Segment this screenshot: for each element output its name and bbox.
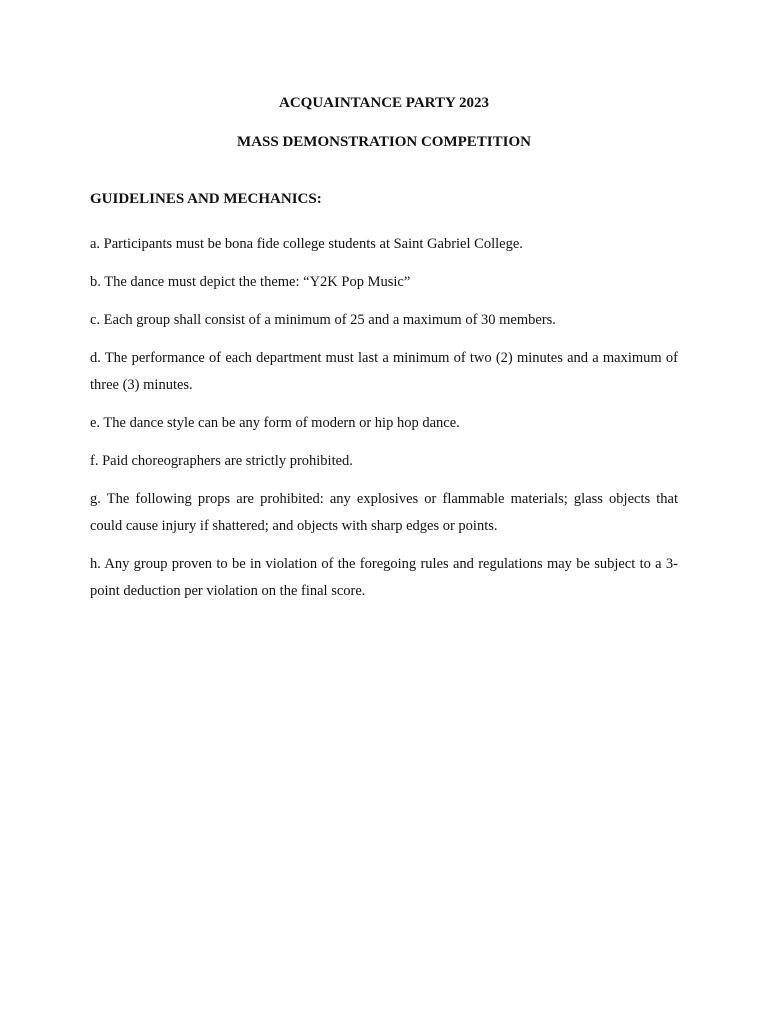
guideline-item-a: a. Participants must be bona fide college students at Saint Gabriel College. <box>90 236 523 252</box>
guideline-item-f: f. Paid choreographers are strictly prohibited. <box>90 453 353 469</box>
guidelines-list <box>90 231 678 616</box>
guideline-item-g: g. The following props are prohibited: any explosives or flammable materials; glass objects that could cause injury if shattered; and objects with sharp edges or points. <box>90 491 678 534</box>
section-heading: GUIDELINES AND MECHANICS: <box>90 191 322 207</box>
document-title: ACQUAINTANCE PARTY 2023 <box>278 95 490 111</box>
guideline-item-d: d. The performance of each department must last a minimum of two (2) minutes and a maximum of three (3) minutes. <box>90 350 678 393</box>
guideline-item-b: b. The dance must depict the theme: “Y2K Pop Music” <box>90 274 411 290</box>
document-subtitle: MASS DEMONSTRATION COMPETITION <box>237 134 531 150</box>
guideline-item-h: h. Any group proven to be in violation of the foregoing rules and regulations may be subject to a 3-point deduction per violation on the final score. <box>90 556 678 599</box>
guideline-item-e: e. The dance style can be any form of modern or hip hop dance. <box>90 415 460 431</box>
guideline-item-c: c. Each group shall consist of a minimum of 25 and a maximum of 30 members. <box>90 312 556 328</box>
